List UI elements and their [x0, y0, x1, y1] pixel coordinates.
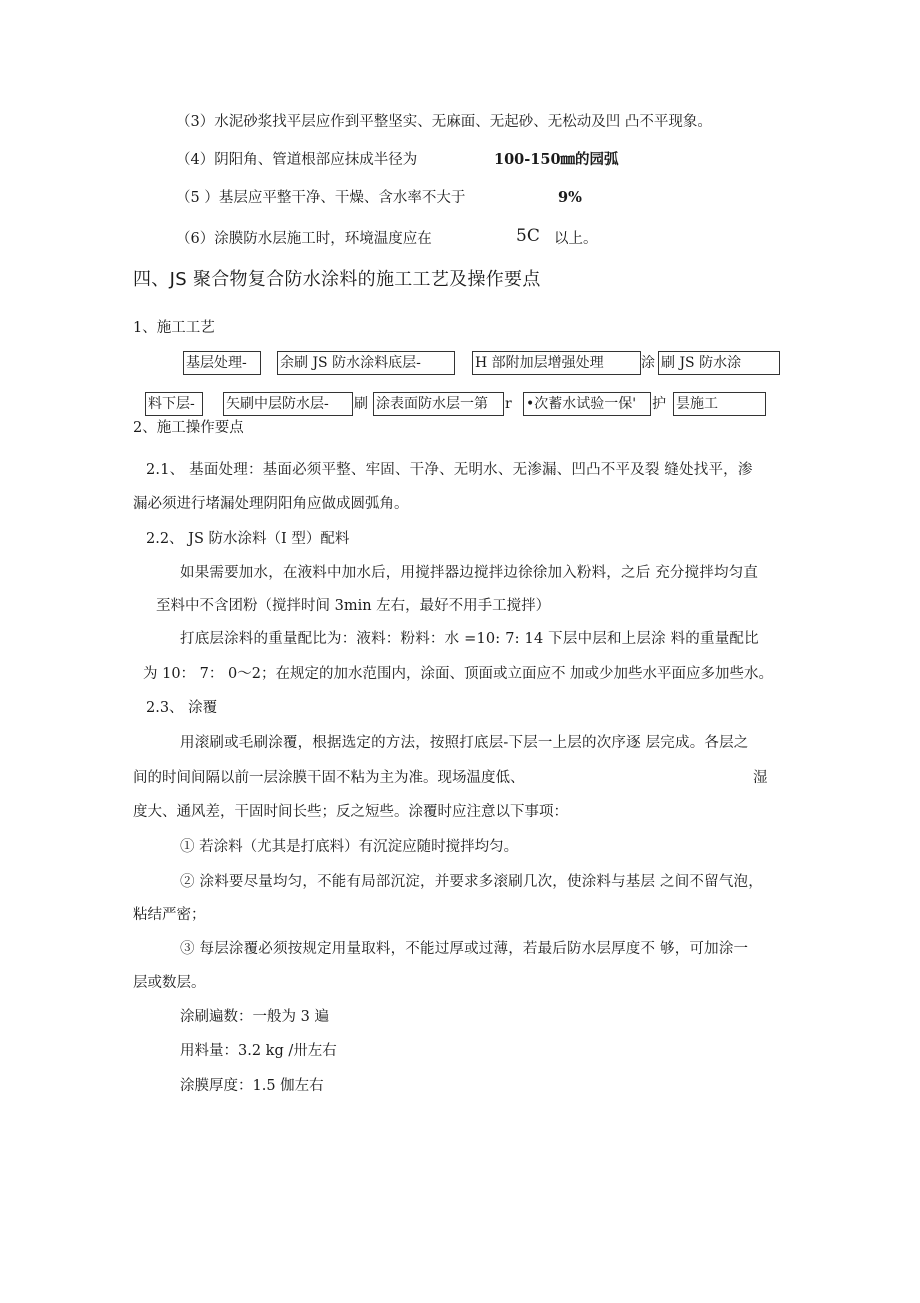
note-3-line-1: ③ 每层涂覆必须按规定用量取料，不能过厚或过薄，若最后防水层厚度不 够，可加涂一	[180, 941, 749, 957]
item-5-text: （5 ）基层应平整干净、干燥、含水率不大于	[176, 190, 466, 206]
para-2-1-line-1: 2.1、 基面处理：基面必须平整、牢固、干净、无明水、无渗漏、凹凸不平及裂 缝处找平，渗	[146, 462, 753, 478]
flow-connector: 护	[652, 396, 666, 412]
flow-connector: 涂	[641, 355, 655, 371]
para-2-3-line-3: 度大、通风差，干固时间长些；反之短些。涂覆时应注意以下事项：	[133, 804, 568, 820]
para-2-2-line-3: 打底层涂料的重量配比为：液料：粉料：水 =10: 7: 14 下层中层和上层涂 料的重量配比	[180, 631, 759, 647]
para-2-3-heading: 2.3、 涂覆	[146, 700, 218, 716]
flow-box-surface-layer: 涂表面防水层一第	[373, 392, 504, 416]
item-6-value: 5C	[516, 226, 540, 246]
note-1: ① 若涂料（尤其是打底料）有沉淀应随时搅拌均匀。	[180, 839, 519, 855]
flow-box-primer-coat: 余刷 JS 防水涂料底层-	[277, 351, 455, 375]
para-2-3-line-2-end: 湿	[753, 770, 768, 786]
item-4-text: （4）阴阳角、管道根部应抹成半径为	[176, 152, 418, 168]
flow-box-water-test: •次蓄水试验一保'	[523, 392, 651, 416]
flow-box-reinforcement: H 部附加层增强处理	[472, 351, 641, 375]
section-4-heading: 四、JS 聚合物复合防水涂料的施工工艺及操作要点	[133, 269, 541, 290]
flow-box-protection: 昙施工	[673, 392, 766, 416]
flow-box-coating: 刷 JS 防水涂	[658, 351, 780, 375]
flow-box-middle-layer: 矢刷中层防水层-	[223, 392, 353, 416]
flow-connector: r	[505, 396, 512, 412]
item-6-suffix: 以上。	[554, 231, 598, 247]
para-2-2-heading: 2.2、 JS 防水涂料（I 型）配料	[146, 531, 350, 547]
note-3-line-2: 层或数层。	[133, 975, 206, 991]
spec-consumption: 用料量：3.2 kg /卅左右	[180, 1043, 337, 1059]
flow-box-lower-layer: 料下层-	[145, 392, 203, 416]
spec-coats: 涂刷遍数：一般为 3 遍	[180, 1009, 329, 1025]
para-2-2-line-1: 如果需要加水，在液料中加水后，用搅拌器边搅拌边徐徐加入粉料，之后 充分搅拌均匀直	[180, 565, 759, 581]
spec-thickness: 涂膜厚度：1.5 伽左右	[180, 1078, 324, 1094]
para-2-2-line-4: 为 10： 7： 0～2；在规定的加水范围内，涂面、顶面或立面应不 加或少加些水平面应多加些水。	[143, 666, 774, 682]
para-2-2-line-2: 至料中不含团粉（搅拌时间 3min 左右，最好不用手工搅拌）	[156, 598, 551, 614]
flow-connector: 刷	[354, 396, 368, 412]
note-2-line-2: 粘结严密；	[133, 907, 206, 923]
item-3: （3）水泥砂浆找平层应作到平整坚实、无麻面、无起砂、无松动及凹 凸不平现象。	[176, 114, 712, 130]
para-2-1-line-2: 漏必须进行堵漏处理阴阳角应做成圆弧角。	[133, 496, 409, 512]
para-2-3-line-2: 间的时间间隔以前一层涂膜干固不粘为主为准。现场温度低、	[133, 770, 525, 786]
item-4-value: 100-150㎜的园弧	[494, 151, 619, 168]
para-2-3-line-1: 用滚刷或毛刷涂覆，根据选定的方法，按照打底层-下层一上层的次序逐 层完成。各层之	[180, 735, 749, 751]
flow-box-base-treatment: 基层处理-	[183, 351, 261, 375]
note-2-line-1: ② 涂料要尽量均匀，不能有局部沉淀，并要求多滚刷几次，使涂料与基层 之间不留气泡，	[180, 874, 763, 890]
item-6-text: （6）涂膜防水层施工时，环境温度应在	[176, 231, 432, 247]
subsection-2-heading: 2、施工操作要点	[133, 420, 244, 436]
subsection-1-heading: 1、施工工艺	[133, 320, 215, 336]
item-5-value: 9%	[558, 189, 582, 206]
